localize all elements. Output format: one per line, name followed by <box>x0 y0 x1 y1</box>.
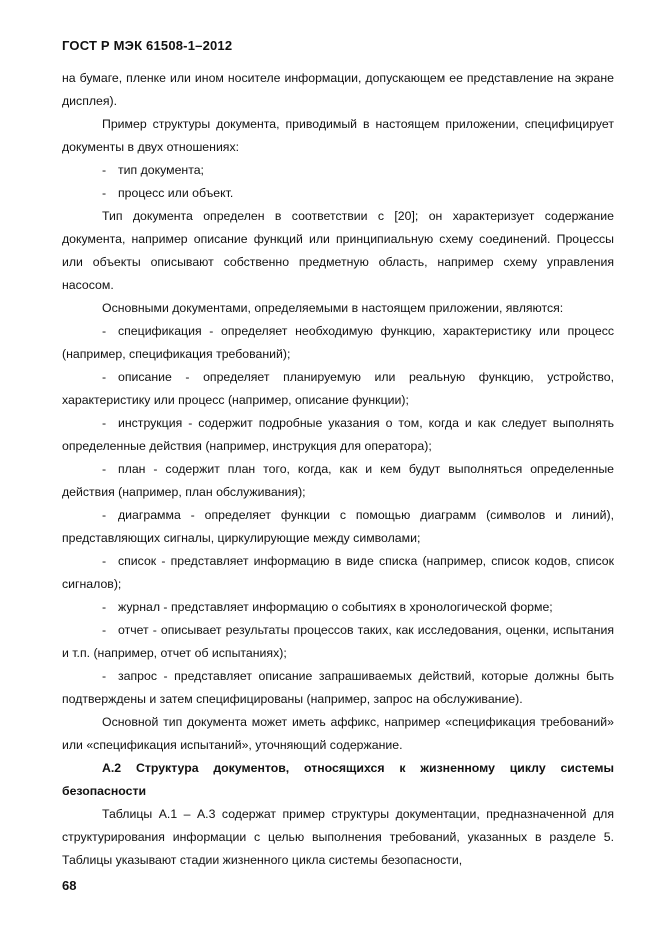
paragraph-text: описание - определяет планируемую или реальную функцию, устройство, характеристику или процесс (например, описание функции); <box>62 370 614 407</box>
paragraph-text: список - представляет информацию в виде списка (например, список кодов, список сигналов); <box>62 554 614 591</box>
paragraph <box>62 711 614 757</box>
list-dash: - <box>102 163 107 177</box>
page-header: ГОСТ Р МЭК 61508-1–2012 <box>62 38 233 53</box>
paragraph <box>62 297 614 320</box>
paragraph-text: Тип документа определен в соответствии с [20]; он характеризует содержание документа, например описание функций или принципиальную схему соединений. Процессы или объекты описывают собственно предметную область, например схему управления насосом. <box>62 209 614 292</box>
document-body <box>62 67 614 872</box>
paragraph-text: запрос - представляет описание запрашиваемых действий, которые должны быть подтверждены и затем специфицированы (например, запрос на обслуживание). <box>62 669 614 706</box>
paragraph-text: процесс или объект. <box>118 186 234 200</box>
paragraph-text: Таблицы А.1 – А.3 содержат пример структуры документации, предназначенной для структурирования информации с целью выполнения требований, указанных в разделе 5. Таблицы указывают стадии жизненного цикла системы безопасности, <box>62 807 614 867</box>
paragraph-text: инструкция - содержит подробные указания о том, когда и как следует выполнять определенные действия (например, инструкция для оператора); <box>62 416 614 453</box>
paragraph-text: спецификация - определяет необходимую функцию, характеристику или процесс (например, спецификация требований); <box>62 324 614 361</box>
list-item <box>62 619 614 665</box>
paragraph-text: журнал - представляет информацию о событиях в хронологической форме; <box>118 600 553 614</box>
paragraph <box>62 205 614 297</box>
list-item <box>62 458 614 504</box>
list-item <box>62 159 614 182</box>
list-item <box>62 366 614 412</box>
list-dash: - <box>102 462 107 476</box>
paragraph <box>62 113 614 159</box>
paragraph-text: диаграмма - определяет функции с помощью диаграмм (символов и линий), представляющих сигналы, циркулирующие между символами; <box>62 508 614 545</box>
list-dash: - <box>102 416 107 430</box>
paragraph <box>62 67 614 113</box>
section-heading <box>62 757 614 803</box>
list-item <box>62 550 614 596</box>
paragraph-text: отчет - описывает результаты процессов таких, как исследования, оценки, испытания и т.п. (например, отчет об испытаниях); <box>62 623 614 660</box>
list-item <box>62 320 614 366</box>
paragraph-text: план - содержит план того, когда, как и кем будут выполняться определенные действия (например, план обслуживания); <box>62 462 614 499</box>
list-item <box>62 665 614 711</box>
paragraph-text: Основной тип документа может иметь аффикс, например «спецификация требований» или «спецификация испытаний», уточняющий содержание. <box>62 715 614 752</box>
list-dash: - <box>102 508 107 522</box>
list-item <box>62 412 614 458</box>
paragraph <box>62 803 614 872</box>
list-dash: - <box>102 623 107 637</box>
list-dash: - <box>102 186 107 200</box>
paragraph-text: на бумаге, пленке или ином носителе информации, допускающем ее представление на экране дисплея). <box>62 71 614 108</box>
page-number: 68 <box>62 878 77 893</box>
list-dash: - <box>102 554 107 568</box>
list-dash: - <box>102 370 107 384</box>
list-dash: - <box>102 600 107 614</box>
paragraph-text: Пример структуры документа, приводимый в настоящем приложении, специфицирует документы в двух отношениях: <box>62 117 614 154</box>
list-item <box>62 596 614 619</box>
list-item <box>62 504 614 550</box>
paragraph-text: Основными документами, определяемыми в настоящем приложении, являются: <box>102 301 564 315</box>
list-dash: - <box>102 669 107 683</box>
paragraph-text: тип документа; <box>118 163 204 177</box>
list-item <box>62 182 614 205</box>
list-dash: - <box>102 324 107 338</box>
paragraph-text: А.2 Структура документов, относящихся к жизненному циклу системы безопасности <box>62 761 614 798</box>
